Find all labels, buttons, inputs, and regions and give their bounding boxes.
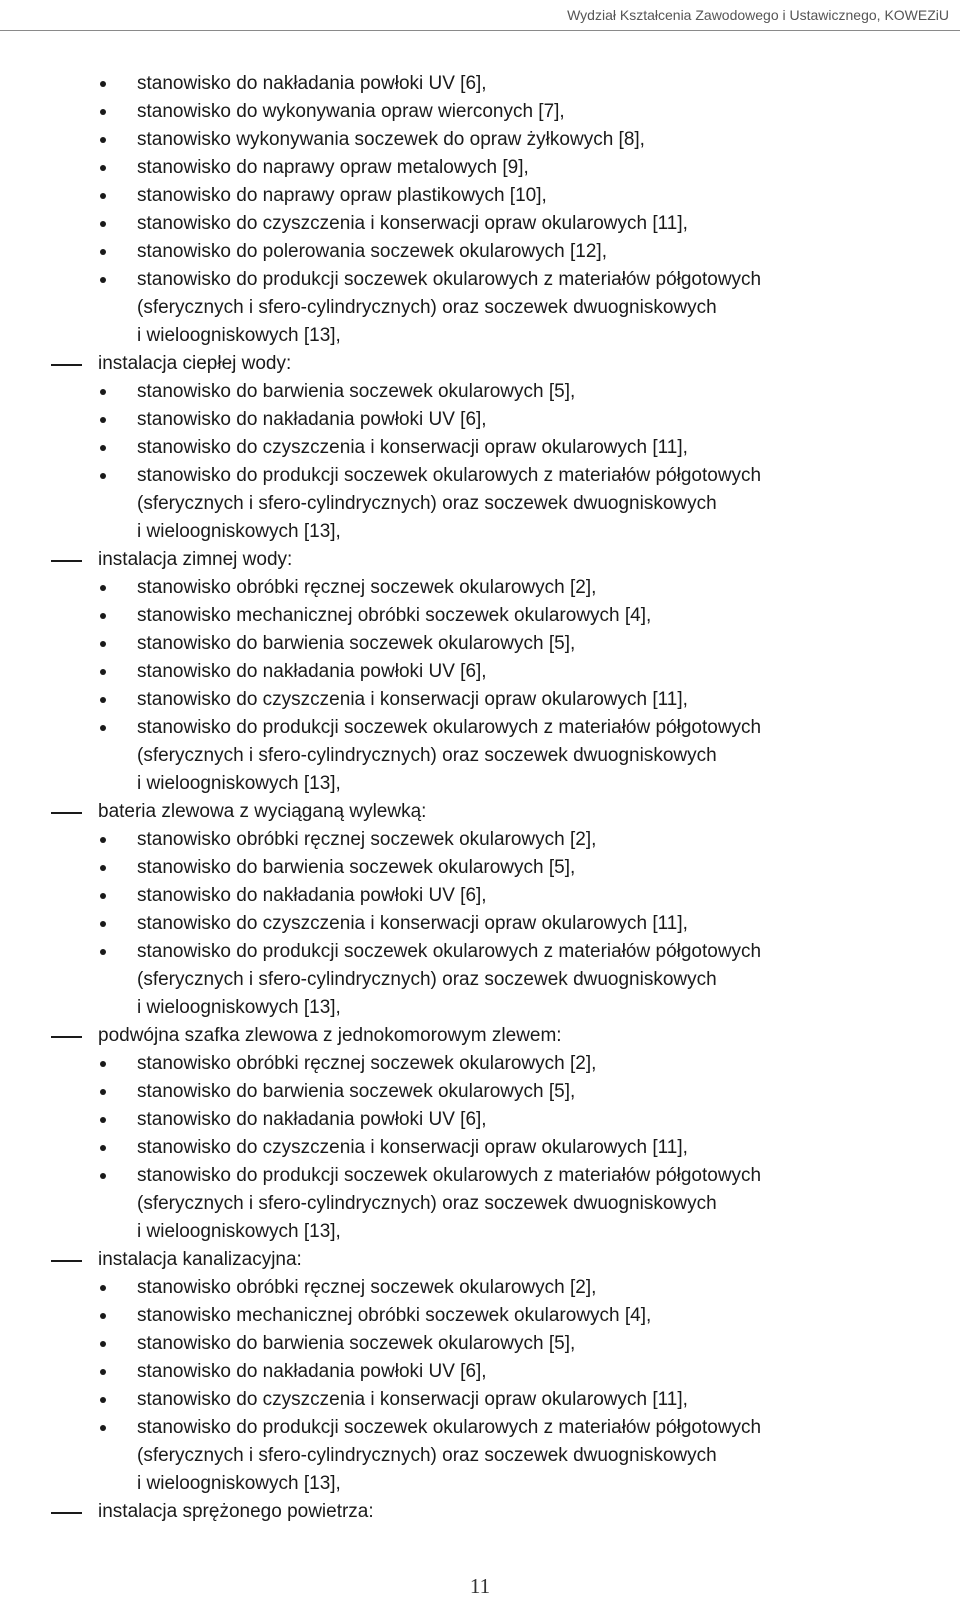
bullet-list-item xyxy=(0,938,960,1022)
bullet-list-item xyxy=(0,1050,960,1078)
bullet-icon xyxy=(100,613,106,619)
bullet-icon xyxy=(100,1145,106,1151)
bullet-icon xyxy=(100,949,106,955)
bullet-item-line: stanowisko do czyszczenia i konserwacji opraw okularowych [11], xyxy=(137,913,688,934)
header-rule xyxy=(0,30,960,31)
bullet-item-line: stanowisko do polerowania soczewek okularowych [12], xyxy=(137,241,607,262)
bullet-item-line: stanowisko do produkcji soczewek okularowych z materiałów półgotowych xyxy=(137,941,762,962)
bullet-list-item xyxy=(0,1302,960,1330)
bullet-list-item xyxy=(0,210,960,238)
bullet-item-line: stanowisko do czyszczenia i konserwacji opraw okularowych [11], xyxy=(137,1137,688,1158)
dash-item-text: instalacja ciepłej wody: xyxy=(98,353,292,374)
bullet-item-line: stanowisko do produkcji soczewek okularowych z materiałów półgotowych xyxy=(137,717,762,738)
document-body xyxy=(0,70,960,1526)
bullet-icon xyxy=(100,1341,106,1347)
bullet-list-item xyxy=(0,910,960,938)
bullet-icon xyxy=(100,641,106,647)
bullet-list-item xyxy=(0,714,960,798)
dash-list-item xyxy=(0,1246,960,1274)
bullet-item-line: (sferycznych i sfero-cylindrycznych) oraz soczewek dwuogniskowych xyxy=(137,969,717,990)
dash-marker xyxy=(51,1512,82,1514)
bullet-list-item xyxy=(0,98,960,126)
bullet-list-item xyxy=(0,1078,960,1106)
bullet-icon xyxy=(100,585,106,591)
bullet-icon xyxy=(100,221,106,227)
bullet-icon xyxy=(100,893,106,899)
bullet-list-item xyxy=(0,154,960,182)
bullet-icon xyxy=(100,921,106,927)
bullet-item-line: i wieloogniskowych [13], xyxy=(137,997,341,1018)
bullet-item-line: stanowisko do czyszczenia i konserwacji opraw okularowych [11], xyxy=(137,213,688,234)
bullet-item-line: stanowisko do naprawy opraw plastikowych [10], xyxy=(137,185,547,206)
bullet-item-line: stanowisko do nakładania powłoki UV [6], xyxy=(137,1109,487,1130)
bullet-item-line: stanowisko obróbki ręcznej soczewek okularowych [2], xyxy=(137,1053,597,1074)
bullet-item-line: stanowisko do wykonywania opraw wierconych [7], xyxy=(137,101,565,122)
bullet-list-item xyxy=(0,1386,960,1414)
bullet-item-line: (sferycznych i sfero-cylindrycznych) oraz soczewek dwuogniskowych xyxy=(137,1445,717,1466)
dash-item-text: instalacja sprężonego powietrza: xyxy=(98,1501,374,1522)
bullet-item-line: stanowisko do naprawy opraw metalowych [9], xyxy=(137,157,529,178)
bullet-icon xyxy=(100,417,106,423)
bullet-item-line: stanowisko do produkcji soczewek okularowych z materiałów półgotowych xyxy=(137,1417,762,1438)
bullet-icon xyxy=(100,137,106,143)
bullet-icon xyxy=(100,865,106,871)
bullet-list-item xyxy=(0,266,960,350)
bullet-item-line: stanowisko do barwienia soczewek okularowych [5], xyxy=(137,1333,576,1354)
bullet-icon xyxy=(100,473,106,479)
bullet-list-item xyxy=(0,406,960,434)
bullet-list-item xyxy=(0,574,960,602)
bullet-list-item xyxy=(0,1274,960,1302)
dash-list-item xyxy=(0,798,960,826)
bullet-item-line: stanowisko do czyszczenia i konserwacji opraw okularowych [11], xyxy=(137,437,688,458)
bullet-item-line: stanowisko do produkcji soczewek okularowych z materiałów półgotowych xyxy=(137,269,762,290)
bullet-list-item xyxy=(0,1330,960,1358)
bullet-icon xyxy=(100,1089,106,1095)
bullet-icon xyxy=(100,389,106,395)
dash-marker xyxy=(51,364,82,366)
bullet-item-line: stanowisko do nakładania powłoki UV [6], xyxy=(137,409,487,430)
dash-item-text: instalacja kanalizacyjna: xyxy=(98,1249,302,1270)
dash-marker xyxy=(51,812,82,814)
bullet-list-item xyxy=(0,1134,960,1162)
bullet-list-item xyxy=(0,126,960,154)
bullet-item-line: i wieloogniskowych [13], xyxy=(137,325,341,346)
bullet-item-line: stanowisko do barwienia soczewek okularowych [5], xyxy=(137,1081,576,1102)
bullet-item-line: (sferycznych i sfero-cylindrycznych) oraz soczewek dwuogniskowych xyxy=(137,1193,717,1214)
dash-list-item xyxy=(0,1022,960,1050)
bullet-icon xyxy=(100,1369,106,1375)
bullet-item-line: stanowisko do produkcji soczewek okularowych z materiałów półgotowych xyxy=(137,1165,762,1186)
bullet-icon xyxy=(100,1117,106,1123)
dash-item-text: podwójna szafka zlewowa z jednokomorowym zlewem: xyxy=(98,1025,562,1046)
bullet-list-item xyxy=(0,630,960,658)
bullet-list-item xyxy=(0,854,960,882)
dash-list-item xyxy=(0,350,960,378)
bullet-icon xyxy=(100,1397,106,1403)
dash-marker xyxy=(51,1036,82,1038)
bullet-list-item xyxy=(0,70,960,98)
bullet-list-item xyxy=(0,462,960,546)
dash-marker xyxy=(51,560,82,562)
bullet-item-line: stanowisko do nakładania powłoki UV [6], xyxy=(137,885,487,906)
bullet-item-line: (sferycznych i sfero-cylindrycznych) oraz soczewek dwuogniskowych xyxy=(137,493,717,514)
bullet-list-item xyxy=(0,826,960,854)
bullet-item-line: stanowisko do barwienia soczewek okularowych [5], xyxy=(137,857,576,878)
bullet-item-line: stanowisko obróbki ręcznej soczewek okularowych [2], xyxy=(137,577,597,598)
bullet-icon xyxy=(100,1285,106,1291)
bullet-list-item xyxy=(0,658,960,686)
bullet-icon xyxy=(100,1173,106,1179)
bullet-item-line: stanowisko wykonywania soczewek do opraw żyłkowych [8], xyxy=(137,129,645,150)
page-header: Wydział Kształcenia Zawodowego i Ustawicznego, KOWEZiU xyxy=(567,7,949,23)
bullet-item-line: stanowisko do barwienia soczewek okularowych [5], xyxy=(137,381,576,402)
bullet-list-item xyxy=(0,434,960,462)
dash-item-text: instalacja zimnej wody: xyxy=(98,549,293,570)
bullet-list-item xyxy=(0,1106,960,1134)
bullet-list-item xyxy=(0,1414,960,1498)
dash-list-item xyxy=(0,546,960,574)
bullet-item-line: i wieloogniskowych [13], xyxy=(137,773,341,794)
bullet-item-line: stanowisko obróbki ręcznej soczewek okularowych [2], xyxy=(137,829,597,850)
bullet-icon xyxy=(100,109,106,115)
dash-marker xyxy=(51,1260,82,1262)
bullet-icon xyxy=(100,249,106,255)
bullet-icon xyxy=(100,669,106,675)
bullet-list-item xyxy=(0,1162,960,1246)
bullet-icon xyxy=(100,1313,106,1319)
bullet-item-line: stanowisko obróbki ręcznej soczewek okularowych [2], xyxy=(137,1277,597,1298)
bullet-icon xyxy=(100,193,106,199)
bullet-list-item xyxy=(0,686,960,714)
bullet-item-line: i wieloogniskowych [13], xyxy=(137,521,341,542)
bullet-item-line: stanowisko do barwienia soczewek okularowych [5], xyxy=(137,633,576,654)
bullet-icon xyxy=(100,277,106,283)
bullet-list-item xyxy=(0,882,960,910)
bullet-icon xyxy=(100,165,106,171)
bullet-item-line: stanowisko do nakładania powłoki UV [6], xyxy=(137,1361,487,1382)
dash-item-text: bateria zlewowa z wyciąganą wylewką: xyxy=(98,801,427,822)
bullet-icon xyxy=(100,837,106,843)
bullet-icon xyxy=(100,725,106,731)
bullet-item-line: stanowisko do czyszczenia i konserwacji opraw okularowych [11], xyxy=(137,689,688,710)
bullet-list-item xyxy=(0,238,960,266)
bullet-list-item xyxy=(0,602,960,630)
bullet-list-item xyxy=(0,182,960,210)
bullet-icon xyxy=(100,81,106,87)
bullet-item-line: i wieloogniskowych [13], xyxy=(137,1221,341,1242)
bullet-icon xyxy=(100,697,106,703)
bullet-icon xyxy=(100,1061,106,1067)
bullet-icon xyxy=(100,445,106,451)
page-number: 11 xyxy=(469,1574,491,1598)
bullet-list-item xyxy=(0,1358,960,1386)
bullet-item-line: (sferycznych i sfero-cylindrycznych) oraz soczewek dwuogniskowych xyxy=(137,745,717,766)
bullet-item-line: (sferycznych i sfero-cylindrycznych) oraz soczewek dwuogniskowych xyxy=(137,297,717,318)
bullet-item-line: stanowisko mechanicznej obróbki soczewek okularowych [4], xyxy=(137,605,652,626)
bullet-item-line: i wieloogniskowych [13], xyxy=(137,1473,341,1494)
bullet-item-line: stanowisko do czyszczenia i konserwacji opraw okularowych [11], xyxy=(137,1389,688,1410)
dash-list-item xyxy=(0,1498,960,1526)
bullet-item-line: stanowisko do nakładania powłoki UV [6], xyxy=(137,73,487,94)
bullet-icon xyxy=(100,1425,106,1431)
bullet-item-line: stanowisko do produkcji soczewek okularowych z materiałów półgotowych xyxy=(137,465,762,486)
bullet-item-line: stanowisko do nakładania powłoki UV [6], xyxy=(137,661,487,682)
bullet-list-item xyxy=(0,378,960,406)
bullet-item-line: stanowisko mechanicznej obróbki soczewek okularowych [4], xyxy=(137,1305,652,1326)
